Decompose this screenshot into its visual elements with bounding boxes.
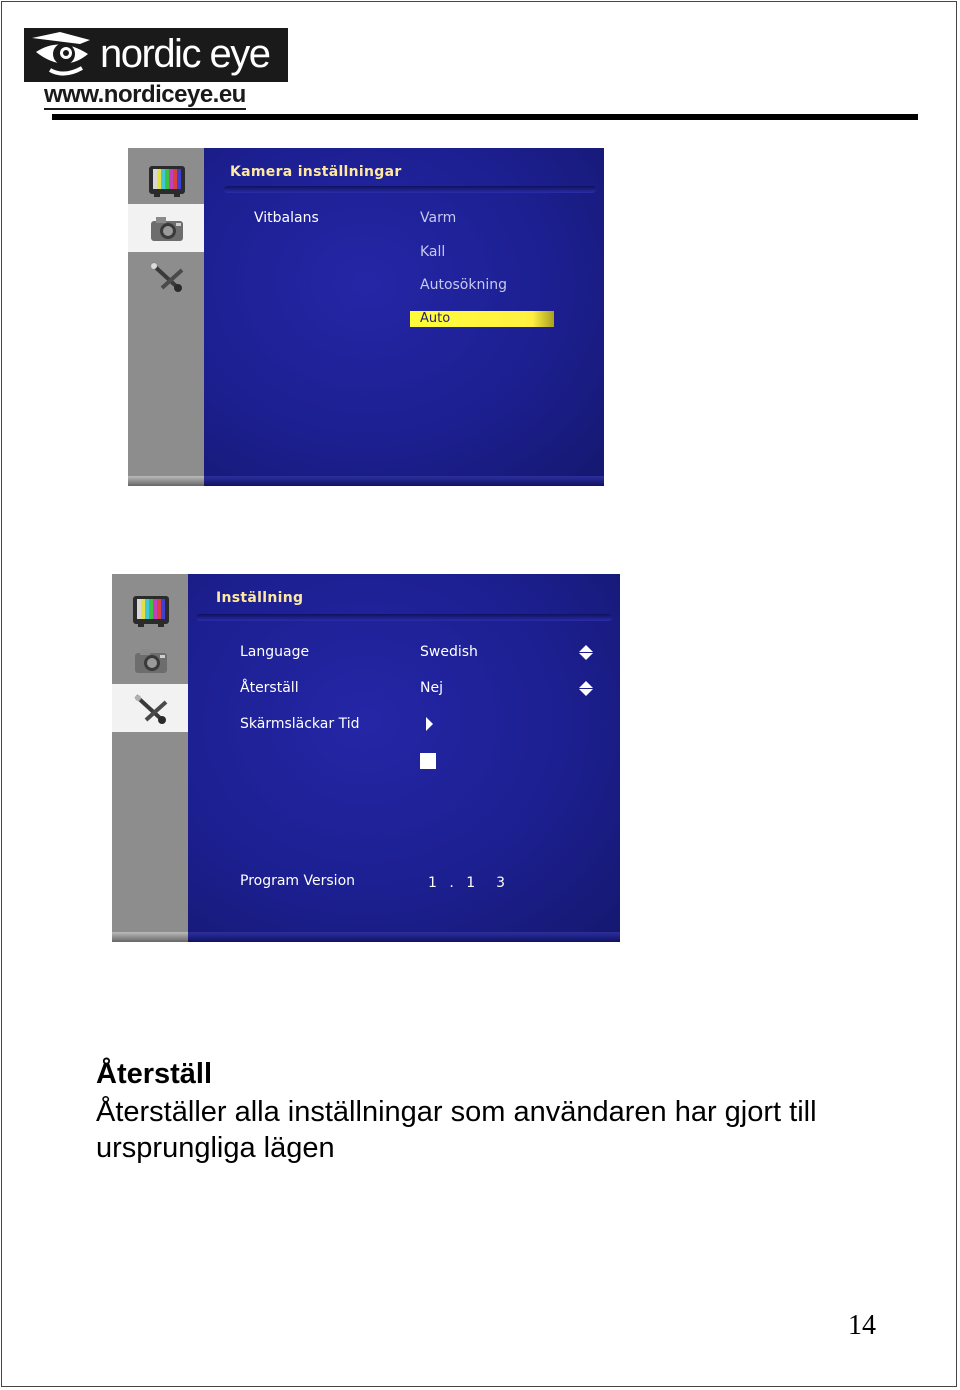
sidebar-item-tools[interactable] xyxy=(128,252,204,300)
logo-url: www.nordiceye.eu xyxy=(44,81,246,108)
section-heading: Återställ xyxy=(96,1058,213,1090)
sidebar-item-display[interactable] xyxy=(128,156,204,204)
screensaver-time-label: Skärmsläckar Tid xyxy=(240,716,360,732)
nordic-eye-logo xyxy=(24,28,288,110)
sidebar-item-tools[interactable] xyxy=(112,684,188,732)
eye-logo-icon xyxy=(30,30,96,82)
screensaver-checkbox[interactable] xyxy=(420,753,436,769)
page-number: 14 xyxy=(848,1310,876,1341)
option-warm[interactable]: Varm xyxy=(420,210,457,226)
sidebar-item-camera[interactable] xyxy=(112,636,188,684)
tv-test-pattern-icon xyxy=(132,594,170,628)
option-cold[interactable]: Kall xyxy=(420,244,446,260)
tools-icon xyxy=(148,260,186,294)
camera-icon xyxy=(132,644,170,678)
option-auto-selected[interactable] xyxy=(410,311,554,327)
section-body: Återställer alla inställningar som användaren har gjort till ursprungliga lägen xyxy=(96,1096,817,1164)
osd-sidebar-bottom xyxy=(112,932,188,942)
screen-title: Inställning xyxy=(216,590,304,606)
reset-label: Återställ xyxy=(240,680,299,696)
header-rule xyxy=(52,114,918,120)
settings-screen xyxy=(112,574,620,942)
language-label: Language xyxy=(240,644,310,660)
sidebar-item-display[interactable] xyxy=(112,586,188,634)
tools-icon xyxy=(132,692,170,726)
language-value[interactable]: Swedish xyxy=(420,644,478,660)
title-underline xyxy=(224,186,596,193)
screen-title: Kamera inställningar xyxy=(230,164,402,180)
osd-sidebar xyxy=(112,574,188,942)
white-balance-label: Vitbalans xyxy=(254,210,319,226)
program-version-label: Program Version xyxy=(240,873,356,889)
sidebar-item-camera[interactable] xyxy=(128,204,204,252)
program-version-value: 1 . 1 3 xyxy=(428,875,509,891)
camera-settings-screen xyxy=(128,148,604,486)
logo-background xyxy=(24,28,288,82)
osd-bottom-bar xyxy=(204,476,604,486)
title-underline xyxy=(196,614,612,621)
tv-test-pattern-icon xyxy=(148,164,186,198)
option-auto-label: Auto xyxy=(420,311,451,326)
osd-sidebar-bottom xyxy=(128,476,204,486)
option-auto-search[interactable]: Autosökning xyxy=(420,277,507,293)
logo-name: nordic eye xyxy=(100,32,270,76)
camera-icon xyxy=(148,212,186,246)
osd-bottom-bar xyxy=(188,932,620,942)
osd-sidebar xyxy=(128,148,204,486)
osd-background xyxy=(112,574,620,942)
reset-value[interactable]: Nej xyxy=(420,680,443,696)
screensaver-arrow-right-icon[interactable] xyxy=(426,717,433,731)
language-updown-icon[interactable] xyxy=(579,645,593,661)
reset-updown-icon[interactable] xyxy=(579,681,593,697)
